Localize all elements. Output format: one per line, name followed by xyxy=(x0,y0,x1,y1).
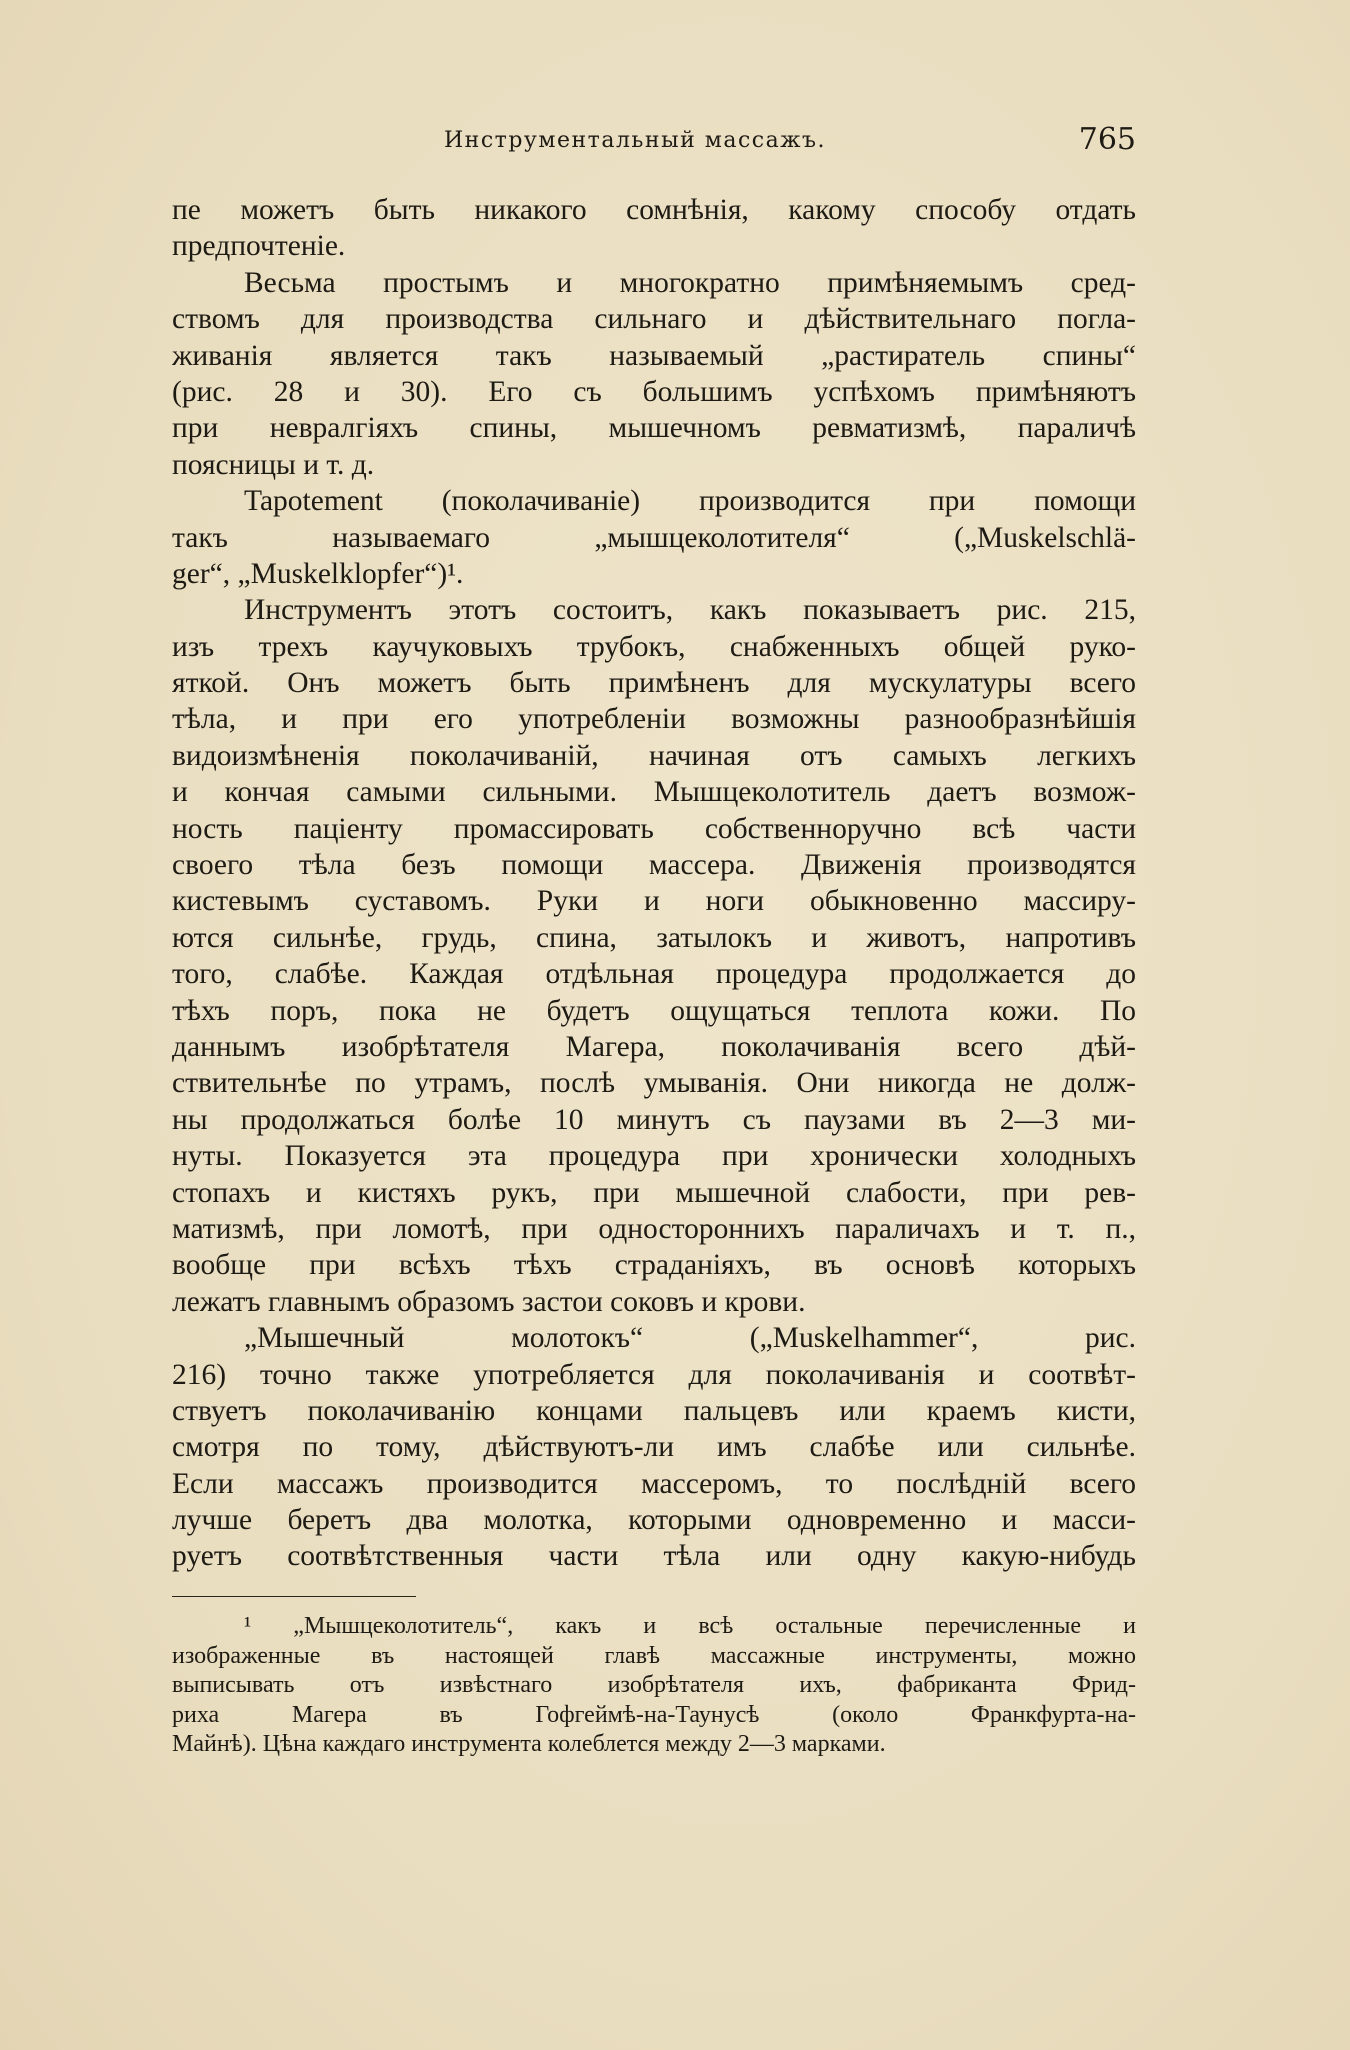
text-line: и кончая самыми сильными. Мышцеколотитель даетъ возмож- xyxy=(172,776,1136,809)
text-line: ются сильнѣе, грудь, спина, затылокъ и животъ, напротивъ xyxy=(172,921,1136,954)
text-line: яткой. Онъ можетъ быть примѣненъ для мускулатуры всего xyxy=(172,667,1136,700)
text-line: пе можетъ быть никакого сомнѣнія, какому способу отдать xyxy=(172,194,1136,226)
text-line: ность паціенту промассировать собственноручно всѣ части xyxy=(172,812,1136,845)
text-line: изъ трехъ каучуковыхъ трубокъ, снабженныхъ общей руко- xyxy=(172,630,1136,663)
text-line: видоизмѣненія поколачиваній, начиная отъ самыхъ легкихъ xyxy=(172,739,1136,772)
text-line: того, слабѣе. Каждая отдѣльная процедура продолжается до xyxy=(172,958,1136,991)
text-line: Tapotement (поколачиваніе) производится при помощи xyxy=(244,485,1136,518)
text-line: даннымъ изобрѣтателя Магера, поколачиванія всего дѣй- xyxy=(172,1030,1136,1063)
footnote-line: ¹ „Мышцеколотитель“, какъ и всѣ остальные перечисленные и xyxy=(244,1613,1136,1639)
footnote-line: риха Магера въ Гофгеймѣ-на-Таунусѣ (около Франкфурта-на- xyxy=(172,1701,1136,1728)
text-line: предпочтеніе. xyxy=(172,230,346,263)
text-line: Инструментъ этотъ состоитъ, какъ показываетъ рис. 215, xyxy=(244,594,1136,627)
text-line: тѣхъ поръ, пока не будетъ ощущаться теплота кожи. По xyxy=(172,994,1136,1027)
text-line: лучше беретъ два молотка, которыми одновременно и масси- xyxy=(172,1504,1136,1537)
footnote-line: изображенные въ настоящей главѣ массажные инструменты, можно xyxy=(172,1642,1136,1669)
page-header xyxy=(172,118,1136,162)
running-head: Инструментальный массажъ. xyxy=(444,128,826,153)
text-line: 216) точно также употребляется для поколачиванія и соотвѣт- xyxy=(172,1358,1136,1391)
page-number: 765 xyxy=(1078,122,1136,157)
text-line: смотря по тому, дѣйствуютъ-ли имъ слабѣе или сильнѣе. xyxy=(172,1431,1136,1464)
text-line: тѣла, и при его употребленіи возможны разнообразнѣйшія xyxy=(172,703,1136,736)
text-line: при невралгіяхъ спины, мышечномъ ревматизмѣ, параличѣ xyxy=(172,412,1136,445)
text-line: кистевымъ суставомъ. Руки и ноги обыкновенно массиру- xyxy=(172,885,1136,918)
text-line: такъ называемаго „мышцеколотителя“ („Muskelschlä- xyxy=(172,521,1136,554)
text-line: живанія является такъ называемый „растиратель спины“ xyxy=(172,339,1136,372)
text-line: лежатъ главнымъ образомъ застои соковъ и крови. xyxy=(172,1285,806,1318)
text-line: ger“, „Muskelklopfer“)¹. xyxy=(172,557,464,590)
text-line: Если массажъ производится массеромъ, то послѣдній всего xyxy=(172,1467,1136,1500)
text-line: ствуетъ поколачиванію концами пальцевъ или краемъ кисти, xyxy=(172,1394,1136,1427)
main-text xyxy=(172,192,1136,1575)
text-line: (рис. 28 и 30). Его съ большимъ успѣхомъ примѣняютъ xyxy=(172,375,1136,408)
text-line: „Мышечный молотокъ“ („Muskelhammer“, рис. xyxy=(244,1322,1136,1355)
text-line: ствомъ для производства сильнаго и дѣйствительнаго погла- xyxy=(172,303,1136,336)
text-line: поясницы и т. д. xyxy=(172,448,375,481)
footnote-line: Майнѣ). Цѣна каждаго инструмента колеблется между 2—3 марками. xyxy=(172,1731,886,1757)
text-line: вообще при всѣхъ тѣхъ страданіяхъ, въ основѣ которыхъ xyxy=(172,1249,1136,1282)
text-line: ствительнѣе по утрамъ, послѣ умыванія. Они никогда не долж- xyxy=(172,1067,1136,1100)
text-line: руетъ соотвѣтственныя части тѣла или одну какую-нибудь xyxy=(172,1540,1136,1573)
text-line: своего тѣла безъ помощи массера. Движенія производятся xyxy=(172,849,1136,882)
text-line: нуты. Показуется эта процедура при хронически холодныхъ xyxy=(172,1140,1136,1173)
footnote xyxy=(172,1612,1136,1760)
footnote-divider xyxy=(172,1596,416,1597)
text-line: ны продолжаться болѣе 10 минутъ съ паузами въ 2—3 ми- xyxy=(172,1103,1136,1136)
text-line: стопахъ и кистяхъ рукъ, при мышечной слабости, при рев- xyxy=(172,1176,1136,1209)
footnote-line: выписывать отъ извѣстнаго изобрѣтателя ихъ, фабриканта Фрид- xyxy=(172,1672,1136,1698)
text-line: Весьма простымъ и многократно примѣняемымъ сред- xyxy=(244,266,1136,299)
text-line: матизмѣ, при ломотѣ, при одностороннихъ параличахъ и т. п., xyxy=(172,1212,1136,1245)
